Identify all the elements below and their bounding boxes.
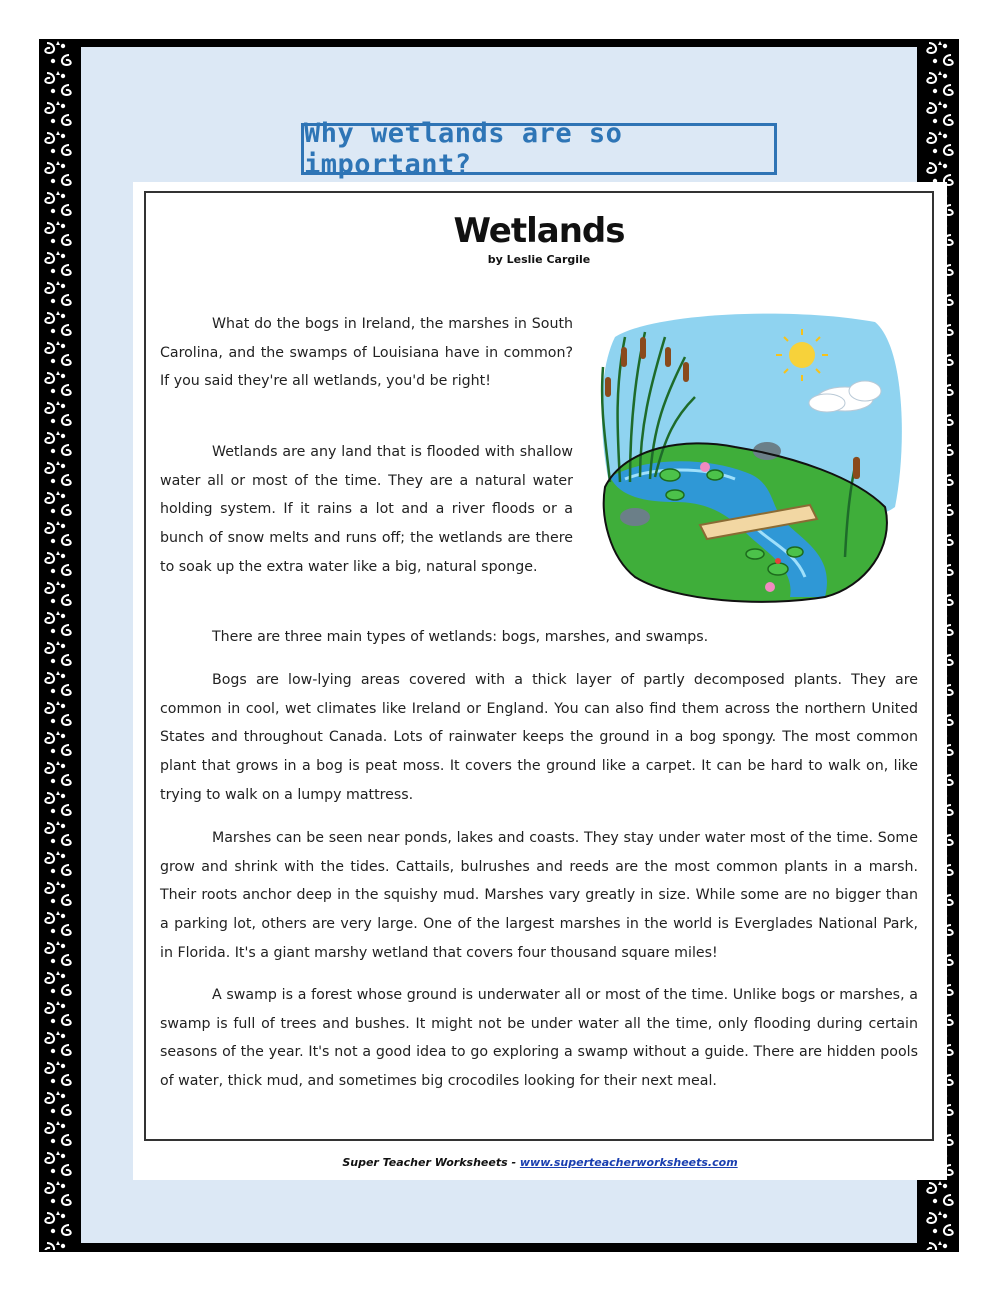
- worksheet-footer: [133, 1156, 947, 1169]
- paragraph: Bogs are low-lying areas covered with a thick layer of partly decomposed plants. They are common in cool, wet climates like Ireland or England. You can also find them across the northern United States and throughout Canada. Lots of rainwater keeps the ground in a bog spongy. The most common plant that grows in a bog is peat moss. It covers the ground like a carpet. It can be hard to walk on, like trying to walk on a lumpy mattress.: [160, 672, 918, 803]
- worksheet-title: Wetlands: [453, 211, 625, 251]
- lotus-flower-icon: [765, 582, 775, 592]
- paragraph: There are three main types of wetlands: bogs, marshes, and swamps.: [212, 629, 709, 645]
- wetland-illustration: [595, 307, 907, 607]
- content-panel: [79, 45, 919, 1245]
- decorative-border-left: [39, 39, 77, 1252]
- sun-icon: [789, 342, 815, 368]
- rock: [620, 508, 650, 526]
- worksheet-frame: [144, 191, 934, 1141]
- question-title: Why wetlands are so important?: [301, 123, 777, 175]
- swirl-pattern-left: [39, 39, 77, 1252]
- worksheet-image: [133, 182, 947, 1180]
- lotus-flower-icon: [700, 462, 710, 472]
- paragraph: Marshes can be seen near ponds, lakes and coasts. They stay under water most of the time. Some grow and shrink with the tides. Cattails, bulrushes and reeds are the most common plants in a marsh. Their roots anchor deep in the squishy mud. Marshes vary greatly in size. While some are no bigger than a parking lot, others are very large. One of the largest marshes in the world is Everglades National Park, in Florida. It's a giant marshy wetland that covers four thousand square miles!: [160, 830, 918, 961]
- paragraph: A swamp is a forest whose ground is underwater all or most of the time. Unlike bogs or marshes, a swamp is full of trees and bushes. It might not be under water all the time, only flooding during certain seasons of the year. It's not a good idea to go exploring a swamp without a guide. There are hidden pools of water, thick mud, and sometimes big crocodiles looking for their next meal.: [160, 987, 918, 1090]
- footer-link[interactable]: www.superteacherworksheets.com: [519, 1156, 738, 1169]
- paragraph: Wetlands are any land that is flooded with shallow water all or most of the time. They are a natural water holding system. If it rains a lot and a river floods or a bunch of snow melts and runs off; the wetlands are there to soak up the extra water like a big, natural sponge.: [160, 444, 573, 575]
- flower-icon: [775, 558, 781, 564]
- worksheet-byline: by Leslie Cargile: [487, 253, 591, 266]
- paragraph: What do the bogs in Ireland, the marshes in South Carolina, and the swamps of Louisiana have in common? If you said they're all wetlands, you'd be right!: [160, 316, 573, 390]
- footer-brand: Super Teacher Worksheets -: [342, 1156, 520, 1169]
- page-frame: [39, 39, 959, 1252]
